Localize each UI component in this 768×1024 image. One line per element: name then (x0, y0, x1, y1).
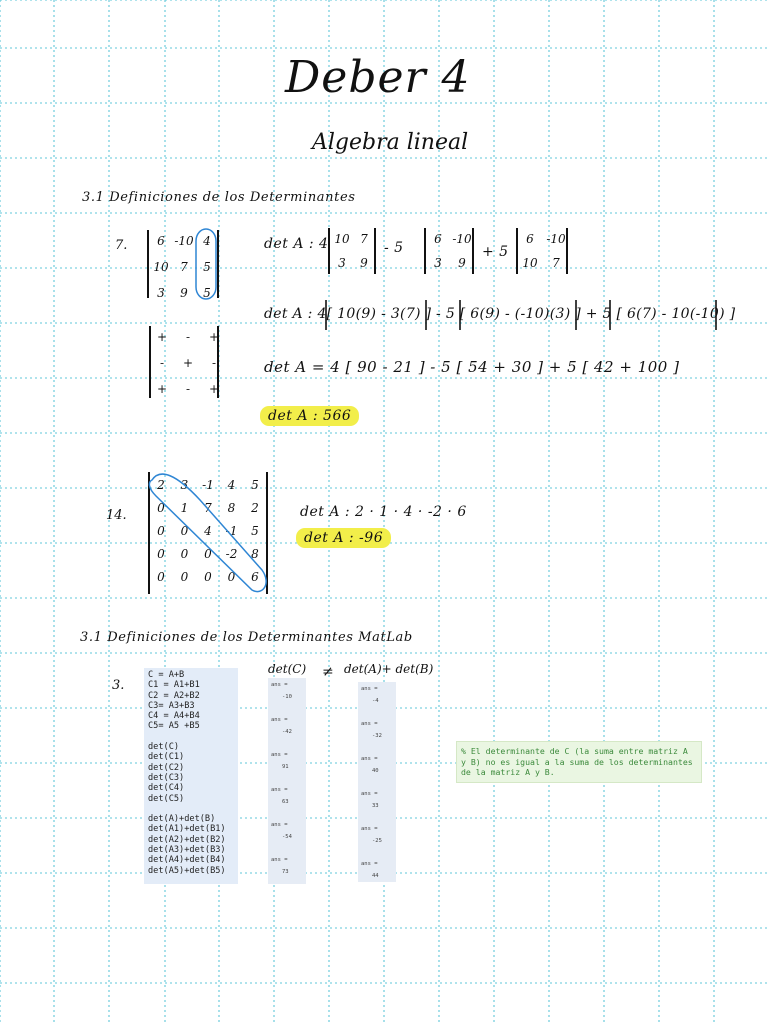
matrix-left-bar (147, 230, 149, 298)
ans-value: 73 (282, 869, 289, 875)
matrix-14-cell: 7 (204, 501, 212, 515)
ans-value: -4 (372, 698, 379, 704)
matrix-14-cell: -1 (202, 478, 214, 492)
matrix-7-cell: 4 (203, 234, 211, 248)
ans-label: ans = (271, 822, 288, 828)
problem-7-result: det A : 566 (260, 406, 359, 426)
minor-2-cell: 9 (458, 256, 466, 270)
det-sum-output-panel (358, 682, 396, 882)
matrix-14-cell: 0 (157, 524, 165, 538)
minor-3-cell: 7 (552, 256, 560, 270)
ans-value: 91 (282, 764, 289, 770)
section-heading-matlab: 3.1 Definiciones de los Determinantes MatLab (80, 630, 413, 645)
minor-1-cell: 9 (360, 256, 368, 270)
ans-label: ans = (271, 787, 288, 793)
matrix-14-cell: 8 (251, 547, 259, 561)
section-heading-determinants: 3.1 Definiciones de los Determinantes (82, 190, 356, 205)
problem-7-expansion-lhs: det A : 4 (264, 236, 329, 252)
matlab-code-block: C = A+B C1 = A1+B1 C2 = A2+B2 C3= A3+B3 C4 = A4+B4 C5= A5 +B5 det(C) det(C1) det(C2) det(C3) det(C4) det(C5) det(A)+det(B) det(A1)+det(B1) det(A2)+det(B2) det(A3)+det(B3) det(A4)+det(B4) det(A5)+det(B5) (144, 668, 238, 884)
ans-label: ans = (271, 752, 288, 758)
problem-7-expansion-line-3: det A = 4 [ 90 - 21 ] - 5 [ 54 + 30 ] + 5 [ 42 + 100 ] (264, 358, 680, 376)
page-title: Deber 4 (285, 52, 471, 103)
ans-value: 63 (282, 799, 289, 805)
ans-value: -25 (372, 838, 382, 844)
problem-14-diagonal-product: det A : 2 · 1 · 4 · -2 · 6 (300, 504, 467, 520)
matrix-7-cell: -10 (174, 234, 194, 248)
matrix-14-right-bar (266, 472, 268, 594)
problem-14-number: 14. (106, 508, 127, 523)
matrix-14-cell: 4 (204, 524, 212, 538)
matrix-14-cell: 2 (157, 478, 165, 492)
ans-label: ans = (361, 686, 378, 692)
matrix-7-cell: 9 (180, 286, 188, 300)
matrix-14-cell: 0 (180, 547, 189, 561)
ans-label: ans = (271, 682, 288, 688)
minor-3-left-bar (516, 228, 518, 274)
matrix-14-cell: 5 (251, 524, 259, 538)
ans-label: ans = (361, 791, 378, 797)
minor-2-cell: 3 (434, 256, 442, 270)
ans-label: ans = (361, 826, 378, 832)
sign-matrix-cell: - (185, 330, 191, 344)
matrix-14-cell: 6 (251, 570, 259, 584)
matrix-14-cell: 0 (227, 570, 236, 584)
matlab-comment: % El determinante de C (la suma entre matriz A y B) no es igual a la suma de los determinantes de la matriz A y B. (456, 741, 702, 783)
matrix-14-cell: 0 (157, 501, 165, 515)
matrix-7-cell: 10 (153, 260, 169, 274)
sign-matrix-cell: - (185, 382, 191, 396)
det-c-output-panel (268, 678, 306, 884)
problem-3-number: 3. (112, 678, 125, 693)
ans-label: ans = (361, 861, 378, 867)
minor-2-cell: 6 (434, 232, 442, 246)
ans-value: -42 (282, 729, 292, 735)
problem-7-expansion-line-2: det A : 4[ 10(9) - 3(7) ] - 5 [ 6(9) - (-10)(3) ] + 5 [ 6(7) - 10(-10) ] (264, 306, 736, 322)
sign-matrix-cell: + (208, 382, 220, 396)
ans-value: 33 (372, 803, 379, 809)
matrix-14-cell: 1 (180, 501, 189, 515)
minor-1-cell: 3 (338, 256, 346, 270)
ans-value: -32 (372, 733, 382, 739)
sign-matrix-cell: + (156, 330, 168, 344)
ans-label: ans = (271, 857, 288, 863)
minor-2-operator: + 5 (482, 244, 509, 260)
sign-matrix-cell: - (159, 356, 165, 370)
minor-1-operator: - 5 (384, 240, 404, 256)
ans-value: -10 (282, 694, 292, 700)
matrix-14-cell: 0 (180, 524, 189, 538)
matrix-14-cell: 4 (227, 478, 236, 492)
ans-value: 40 (372, 768, 379, 774)
minor-3-cell: -10 (546, 232, 566, 246)
matrix-7-cell: 3 (157, 286, 165, 300)
matrix-14-cell: 3 (180, 478, 189, 492)
minor-1-left-bar (328, 228, 330, 274)
matrix-14-cell: 0 (157, 547, 165, 561)
minor-3-cell: 10 (522, 256, 538, 270)
minor-1-cell: 10 (334, 232, 350, 246)
ans-label: ans = (361, 721, 378, 727)
minor-2-left-bar (424, 228, 426, 274)
label-det-c: det(C) (268, 662, 307, 676)
matrix-14-cell: 0 (204, 547, 212, 561)
minor-3-cell: 6 (526, 232, 534, 246)
matrix-14-cell: -1 (225, 524, 238, 538)
minor-2-cell: -10 (452, 232, 472, 246)
matrix-14-cell: 8 (227, 501, 236, 515)
sign-matrix-cell: + (182, 356, 194, 370)
matrix-7-cell: 5 (203, 286, 211, 300)
ans-label: ans = (361, 756, 378, 762)
matrix-14-cell: 0 (204, 570, 212, 584)
matrix-14-cell: 5 (251, 478, 259, 492)
sign-matrix-cell: - (211, 356, 217, 370)
matrix-14-cell: 0 (157, 570, 165, 584)
sign-matrix-cell: + (156, 382, 168, 396)
sign-matrix-cell: + (208, 330, 220, 344)
matrix-7-cell: 6 (157, 234, 165, 248)
ans-value: -54 (282, 834, 292, 840)
problem-7-number: 7. (115, 238, 128, 253)
problem-14-result: det A : -96 (296, 528, 391, 548)
ans-label: ans = (271, 717, 288, 723)
matrix-14-cell: -2 (225, 547, 238, 561)
matrix-14-cell: 2 (251, 501, 259, 515)
page-subtitle: Algebra lineal (312, 130, 469, 155)
minor-1-cell: 7 (360, 232, 368, 246)
ans-value: 44 (372, 873, 379, 879)
label-det-sum: det(A)+ det(B) (344, 662, 434, 676)
not-equal-sign: ≠ (322, 664, 334, 680)
matrix-7-cell: 5 (203, 260, 211, 274)
matrix-14-cell: 0 (180, 570, 189, 584)
matrix-7-cell: 7 (180, 260, 188, 274)
